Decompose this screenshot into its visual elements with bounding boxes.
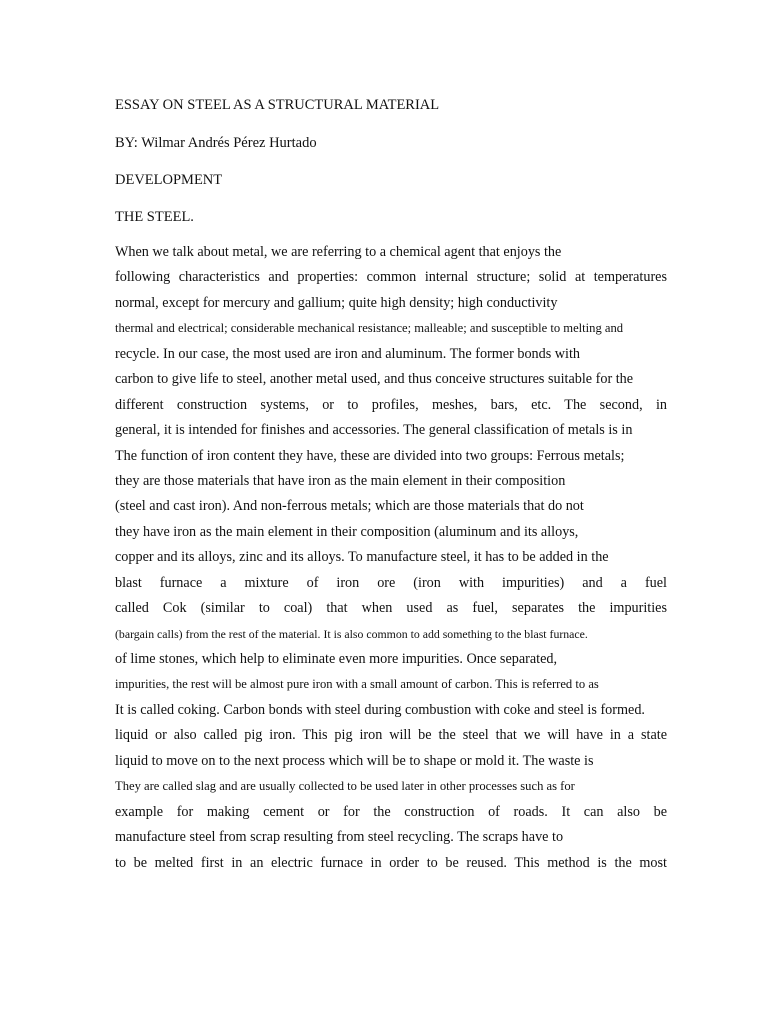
text-line: carbon to give life to steel, another metal used, and thus conceive structures suitable for the	[115, 371, 634, 388]
text-line: general, it is intended for finishes and accessories. The general classification of metals is in	[115, 422, 633, 439]
subsection-heading: THE STEEL.	[115, 209, 194, 225]
text-line: (bargain calls) from the rest of the material. It is also common to add something to the blast furnace.	[115, 626, 588, 641]
text-line: impurities, the rest will be almost pure iron with a small amount of carbon. This is referred to as	[115, 677, 599, 692]
text-line: manufacture steel from scrap resulting from steel recycling. The scraps have to	[115, 829, 564, 846]
text-line: liquid or also called pig iron. This pig iron will be the steel that we will have in a state	[115, 727, 667, 744]
document-title: ESSAY ON STEEL AS A STRUCTURAL MATERIAL	[115, 97, 440, 113]
text-line: (steel and cast iron). And non-ferrous metals; which are those materials that do not	[115, 498, 584, 515]
text-line: different construction systems, or to profiles, meshes, bars, etc. The second, in	[115, 396, 667, 413]
text-line: They are called slag and are usually collected to be used later in other processes such as for	[115, 779, 575, 794]
text-line: to be melted first in an electric furnace in order to be reused. This method is the most	[115, 854, 667, 871]
document-author: BY: Wilmar Andrés Pérez Hurtado	[115, 135, 317, 151]
text-line: following characteristics and properties: common internal structure; solid at temperatures	[115, 269, 667, 286]
text-line: It is called coking. Carbon bonds with steel during combustion with coke and steel is formed.	[115, 701, 645, 718]
text-line: called Cok (similar to coal) that when used as fuel, separates the impurities	[115, 600, 667, 617]
text-line: The function of iron content they have, these are divided into two groups: Ferrous metals;	[115, 447, 625, 464]
text-line: When we talk about metal, we are referring to a chemical agent that enjoys the	[115, 244, 562, 260]
text-line: normal, except for mercury and gallium; quite high density; high conductivity	[115, 294, 558, 311]
text-line: of lime stones, which help to eliminate even more impurities. Once separated,	[115, 651, 558, 667]
text-line: liquid to move on to the next process which will be to shape or mold it. The waste is	[115, 752, 594, 769]
text-line: copper and its alloys, zinc and its alloys. To manufacture steel, it has to be added in the	[115, 549, 609, 566]
text-line: they are those materials that have iron as the main element in their composition	[115, 472, 566, 489]
text-line: thermal and electrical; considerable mechanical resistance; malleable; and susceptible to melting and	[115, 321, 624, 336]
text-line: example for making cement or for the construction of roads. It can also be	[115, 803, 667, 820]
text-line: recycle. In our case, the most used are iron and aluminum. The former bonds with	[115, 345, 581, 362]
section-heading: DEVELOPMENT	[115, 172, 223, 188]
body-paragraph	[115, 243, 667, 879]
text-line: they have iron as the main element in their composition (aluminum and its alloys,	[115, 523, 579, 540]
text-line: blast furnace a mixture of iron ore (iron with impurities) and a fuel	[115, 574, 667, 591]
